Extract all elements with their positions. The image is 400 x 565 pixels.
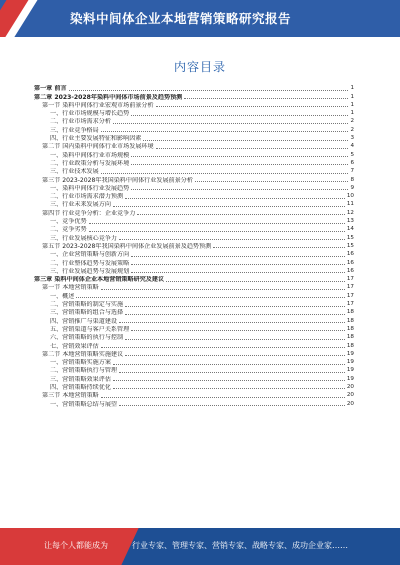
toc-entry-page: 18 bbox=[346, 325, 354, 332]
toc-entry-page: 4 bbox=[350, 143, 354, 150]
toc-leader-dots bbox=[101, 173, 349, 174]
toc-leader-dots bbox=[166, 281, 345, 282]
toc-entry[interactable] bbox=[34, 125, 354, 133]
toc-entry-label: 三、营销策略效果评估 bbox=[50, 375, 111, 383]
toc-leader-dots bbox=[113, 123, 349, 124]
toc-leader-dots bbox=[131, 256, 345, 257]
toc-entry-page: 20 bbox=[346, 400, 354, 407]
toc-entry-label: 第二章 2023-2028年染料中间体市场前景及趋势预测 bbox=[34, 93, 183, 101]
toc-entry-label: 三、行业技术发展 bbox=[50, 168, 99, 176]
toc-entry-page: 18 bbox=[346, 309, 354, 316]
toc-entry[interactable] bbox=[34, 84, 354, 92]
toc-entry-label: 二、行业政策分析与发展环境 bbox=[50, 159, 130, 167]
toc-entry-label: 第三节 2023-2028年我国染料中间体行业发展前景分析 bbox=[42, 176, 193, 184]
toc-leader-dots bbox=[101, 347, 345, 348]
toc-leader-dots bbox=[113, 380, 345, 381]
toc-leader-dots bbox=[184, 98, 348, 99]
toc-entry[interactable] bbox=[34, 325, 354, 333]
toc-leader-dots bbox=[76, 297, 345, 298]
toc-entry-label: 五、营销渠道与客户关系管理 bbox=[50, 325, 130, 333]
toc-entry-label: 一、营销策略实施方案 bbox=[50, 359, 111, 367]
toc-entry-label: 第五节 2023-2028年我国染料中间体企业发展前景及趋势预测 bbox=[42, 242, 212, 250]
toc-entry-page: 12 bbox=[346, 209, 354, 216]
toc-entry-label: 三、营销策略的组合与选择 bbox=[50, 309, 124, 317]
toc-entry-page: 11 bbox=[346, 201, 354, 208]
toc-entry[interactable] bbox=[34, 109, 354, 117]
toc-entry-page: 18 bbox=[346, 317, 354, 324]
toc-entry-page: 8 bbox=[350, 176, 354, 183]
toc-entry[interactable] bbox=[34, 308, 354, 316]
toc-entry-label: 四、营销策略持续优化 bbox=[50, 383, 111, 391]
toc-entry[interactable] bbox=[34, 258, 354, 266]
toc-entry-label: 四、行业主要发展特征和影响因素 bbox=[50, 135, 142, 143]
toc-leader-dots bbox=[89, 231, 345, 232]
toc-leader-dots bbox=[131, 330, 345, 331]
toc-leader-dots bbox=[125, 355, 345, 356]
toc-entry[interactable] bbox=[34, 217, 354, 225]
toc-entry-page: 14 bbox=[346, 226, 354, 233]
toc-entry-label: 第一节 本地营销策略 bbox=[42, 284, 99, 292]
toc-entry[interactable] bbox=[34, 192, 354, 200]
toc-entry-page: 15 bbox=[346, 242, 354, 249]
toc-entry[interactable] bbox=[34, 275, 354, 283]
toc-entry-page: 18 bbox=[346, 342, 354, 349]
toc-entry-page: 19 bbox=[346, 375, 354, 382]
toc-entry[interactable] bbox=[34, 150, 354, 158]
toc-entry-label: 六、营销策略的执行与控制 bbox=[50, 334, 124, 342]
toc-leader-dots bbox=[156, 106, 349, 107]
toc-leader-dots bbox=[125, 306, 345, 307]
toc-entry-label: 四、营销推广与渠道建设 bbox=[50, 317, 118, 325]
toc-entry-page: 16 bbox=[346, 259, 354, 266]
toc-entry-label: 一、概述 bbox=[50, 292, 75, 300]
toc-leader-dots bbox=[131, 164, 348, 165]
toc-entry-label: 二、行业整体趋势与发展策略 bbox=[50, 259, 130, 267]
toc-entry-label: 二、竞争劣势 bbox=[50, 226, 87, 234]
toc-entry[interactable] bbox=[34, 267, 354, 275]
toc-leader-dots bbox=[125, 314, 345, 315]
toc-entry[interactable] bbox=[34, 167, 354, 175]
toc-entry[interactable] bbox=[34, 225, 354, 233]
toc-entry[interactable] bbox=[34, 175, 354, 183]
toc-entry-label: 第二节 国内染料中间体行业市场发展环境 bbox=[42, 143, 154, 151]
toc-entry[interactable] bbox=[34, 341, 354, 349]
toc-entry[interactable] bbox=[34, 233, 354, 241]
toc-leader-dots bbox=[119, 405, 345, 406]
toc-entry-page: 1 bbox=[350, 110, 354, 117]
toc-leader-dots bbox=[125, 198, 345, 199]
toc-leader-dots bbox=[131, 156, 348, 157]
toc-entry-page: 19 bbox=[346, 350, 354, 357]
toc-leader-dots bbox=[156, 148, 349, 149]
toc-entry-label: 第一节 染料中间体行业宏观市场前景分析 bbox=[42, 101, 154, 109]
toc-leader-dots bbox=[131, 115, 348, 116]
toc-entry-page: 13 bbox=[346, 218, 354, 225]
toc-entry-page: 15 bbox=[346, 234, 354, 241]
toc-entry-label: 一、染料中间体行业发展趋势 bbox=[50, 184, 130, 192]
toc-entry-label: 第二节 本地营销策略实施建议 bbox=[42, 350, 124, 358]
report-footer bbox=[0, 528, 400, 565]
toc-entry-label: 一、竞争优势 bbox=[50, 218, 87, 226]
toc-entry-page: 7 bbox=[350, 168, 354, 175]
toc-leader-dots bbox=[113, 364, 345, 365]
toc-entry-page: 1 bbox=[350, 101, 354, 108]
toc-entry[interactable] bbox=[34, 366, 354, 374]
report-title: 染料中间体企业本地营销策略研究报告 bbox=[70, 11, 292, 26]
toc-entry-page: 2 bbox=[350, 118, 354, 125]
toc-entry-page: 10 bbox=[346, 193, 354, 200]
toc-entry[interactable] bbox=[34, 383, 354, 391]
toc-entry-page: 17 bbox=[346, 276, 354, 283]
toc-entry-page: 3 bbox=[350, 135, 354, 142]
toc-entry[interactable] bbox=[34, 283, 354, 291]
toc-entry-label: 一、染料中间体行业市场规模 bbox=[50, 151, 130, 159]
toc-entry-page: 1 bbox=[350, 85, 354, 92]
toc-leader-dots bbox=[119, 372, 345, 373]
toc-entry-label: 二、行业市场需求分析 bbox=[50, 118, 111, 126]
toc-leader-dots bbox=[113, 388, 345, 389]
toc-entry-page: 17 bbox=[346, 292, 354, 299]
toc-leader-dots bbox=[101, 289, 345, 290]
toc-entry-label: 一、行业市场规模与增长趋势 bbox=[50, 110, 130, 118]
toc-entry-page: 5 bbox=[350, 151, 354, 158]
toc-leader-dots bbox=[143, 140, 348, 141]
report-header bbox=[0, 0, 400, 37]
toc-entry-label: 第四节 行业竞争分析：企业竞争力 bbox=[42, 209, 136, 217]
toc-leader-dots bbox=[125, 339, 345, 340]
toc-leader-dots bbox=[113, 206, 345, 207]
toc-entry-page: 19 bbox=[346, 359, 354, 366]
toc-entry-page: 16 bbox=[346, 267, 354, 274]
toc-entry[interactable] bbox=[34, 208, 354, 216]
toc-entry[interactable] bbox=[34, 391, 354, 399]
toc-leader-dots bbox=[101, 131, 349, 132]
toc-leader-dots bbox=[137, 214, 345, 215]
toc-entry[interactable] bbox=[34, 242, 354, 250]
toc-entry-page: 6 bbox=[350, 159, 354, 166]
toc-entry-label: 三、行业发展核心竞争力 bbox=[50, 234, 118, 242]
toc-entry-page: 1 bbox=[350, 93, 354, 100]
toc-entry[interactable] bbox=[34, 184, 354, 192]
footer-tagline: 行业专家、管理专家、营销专家、战略专家、成功企业家…… bbox=[132, 541, 348, 550]
toc-entry-label: 三、行业发展趋势与发展规划 bbox=[50, 267, 130, 275]
toc-entry-label: 七、营销效果评估 bbox=[50, 342, 99, 350]
toc-entry-label: 第三章 染料中间体企业本地营销策略研究及建议 bbox=[34, 276, 165, 284]
toc-entry-page: 2 bbox=[350, 126, 354, 133]
toc-entry-label: 二、营销策略执行与管理 bbox=[50, 367, 118, 375]
toc-entry[interactable] bbox=[34, 300, 354, 308]
toc-entry[interactable] bbox=[34, 358, 354, 366]
toc-leader-dots bbox=[131, 272, 345, 273]
toc-entry-page: 17 bbox=[346, 301, 354, 308]
toc-entry[interactable] bbox=[34, 117, 354, 125]
toc-entry[interactable] bbox=[34, 200, 354, 208]
toc-entry[interactable] bbox=[34, 250, 354, 258]
toc-entry[interactable] bbox=[34, 350, 354, 358]
toc-entry-label: 二、营销策略的制定与实施 bbox=[50, 301, 124, 309]
toc-entry-label: 三、行业竞争格局 bbox=[50, 126, 99, 134]
toc-entry[interactable] bbox=[34, 134, 354, 142]
toc-entry[interactable] bbox=[34, 101, 354, 109]
toc-entry[interactable] bbox=[34, 159, 354, 167]
toc-entry-label: 第一章 前言 bbox=[34, 85, 67, 93]
footer-slogan: 让每个人都能成为 bbox=[44, 541, 108, 550]
toc-leader-dots bbox=[195, 181, 349, 182]
toc-leader-dots bbox=[131, 189, 348, 190]
toc-leader-dots bbox=[69, 90, 349, 91]
toc-entry-label: 一、营销策略总结与展望 bbox=[50, 400, 118, 408]
toc-entry-page: 18 bbox=[346, 334, 354, 341]
toc-entry-page: 19 bbox=[346, 367, 354, 374]
toc-entry[interactable] bbox=[34, 374, 354, 382]
toc-leader-dots bbox=[131, 264, 345, 265]
toc-leader-dots bbox=[119, 322, 345, 323]
toc-entry-page: 20 bbox=[346, 392, 354, 399]
toc-leader-dots bbox=[119, 239, 345, 240]
toc-entry[interactable] bbox=[34, 316, 354, 324]
toc-entry-page: 9 bbox=[350, 184, 354, 191]
toc-entry-label: 三、行业未来发展方向 bbox=[50, 201, 111, 209]
toc-leader-dots bbox=[89, 223, 345, 224]
toc-leader-dots bbox=[213, 247, 345, 248]
toc-entry-label: 一、企业营销策略与创新方向 bbox=[50, 251, 130, 259]
toc-entry-label: 第三节 本地营销策略 bbox=[42, 392, 99, 400]
toc-entry[interactable] bbox=[34, 399, 354, 407]
toc-entry-page: 17 bbox=[346, 284, 354, 291]
toc-heading: 内容目录 bbox=[173, 60, 226, 74]
toc-entry-label: 二、行业市场需求潜力预测 bbox=[50, 193, 124, 201]
toc-entry-page: 20 bbox=[346, 383, 354, 390]
toc-entry-page: 16 bbox=[346, 251, 354, 258]
toc-entry[interactable] bbox=[34, 92, 354, 100]
table-of-contents bbox=[34, 84, 354, 408]
toc-entry[interactable] bbox=[34, 333, 354, 341]
toc-entry[interactable] bbox=[34, 142, 354, 150]
toc-leader-dots bbox=[101, 397, 345, 398]
toc-entry[interactable] bbox=[34, 291, 354, 299]
